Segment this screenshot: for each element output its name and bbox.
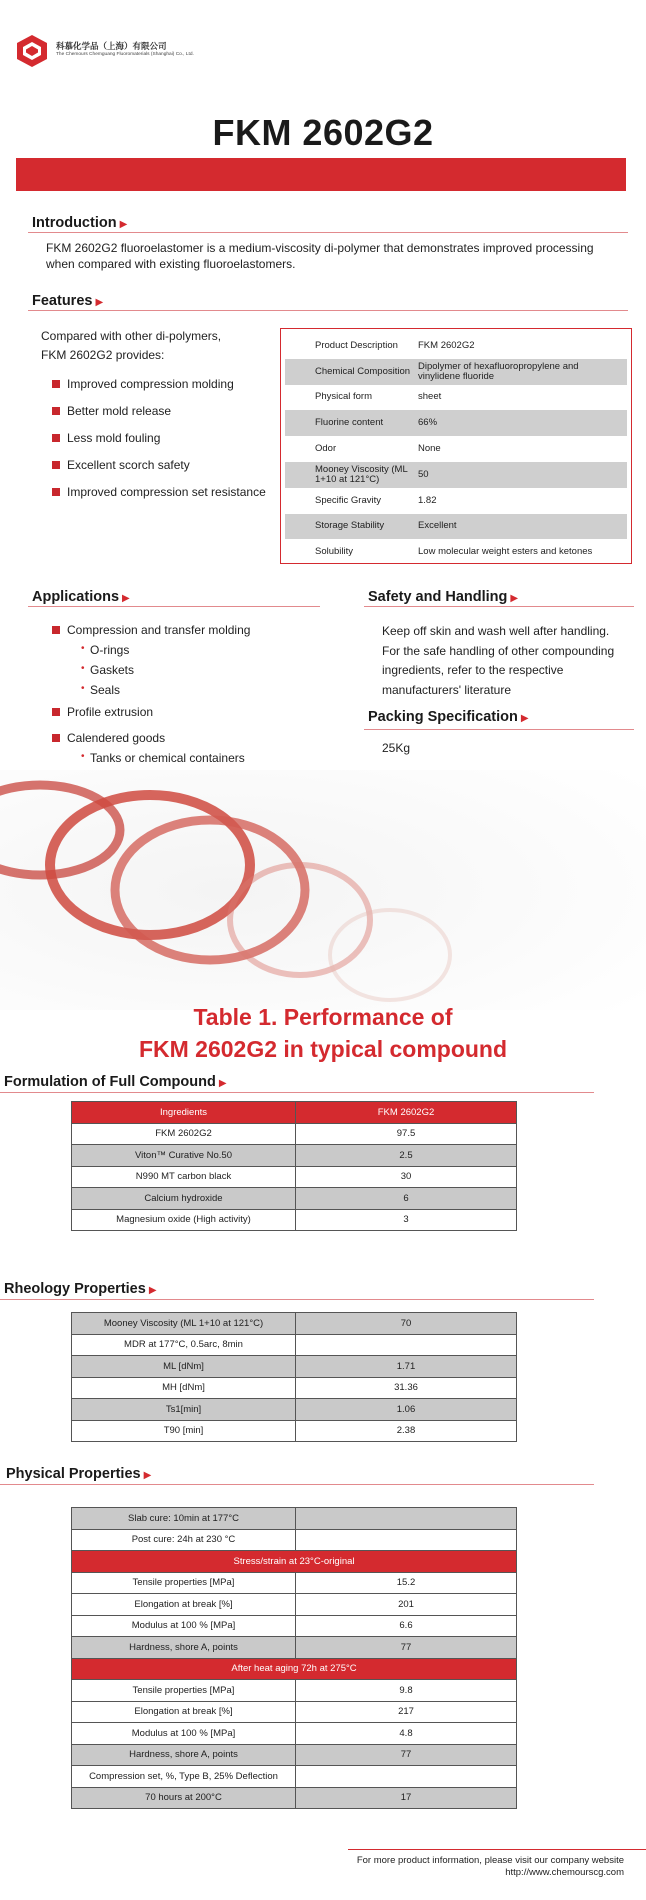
table-row: [285, 462, 627, 488]
application-subitem: • Gaskets: [90, 663, 134, 677]
section-heading-rheology: Rheology Properties ▶: [4, 1281, 157, 1297]
table-cell: 9.8: [296, 1680, 517, 1702]
table-cell: 2.5: [296, 1145, 517, 1167]
company-name-cn: 科慕化学品（上海）有限公司: [56, 41, 167, 51]
table-cell: 30: [296, 1166, 517, 1188]
table-cell: 77: [296, 1744, 517, 1766]
table1-title-line2: FKM 2602G2 in typical compound: [138, 1036, 508, 1062]
table-row: [285, 436, 627, 462]
property-value: Low molecular weight esters and ketones: [418, 546, 593, 558]
features-lead: [41, 327, 221, 365]
table-cell: 4.8: [296, 1723, 517, 1745]
section-heading-physical: Physical Properties ▶: [6, 1466, 152, 1482]
table-row: [72, 1313, 517, 1335]
table-row: [72, 1188, 517, 1210]
divider: [0, 1484, 594, 1485]
property-label: Chemical Composition: [315, 365, 411, 377]
o-rings-image: [0, 770, 646, 1010]
table-cell: [296, 1334, 517, 1356]
application-subitem: • Seals: [90, 683, 120, 697]
table-row: [72, 1701, 517, 1723]
intro-text: FKM 2602G2 fluoroelastomer is a medium-viscosity di-polymer that demonstrates improved processing when compared with existing fluoroelastomers.: [46, 241, 594, 271]
property-value: Dipolymer of hexafluoropropylene and vinylidene fluoride: [418, 360, 579, 382]
table-row: [72, 1334, 517, 1356]
footer: [357, 1855, 624, 1879]
property-value: 66%: [418, 417, 438, 429]
table-cell: ML [dNm]: [72, 1356, 296, 1378]
table-cell: 201: [296, 1594, 517, 1616]
table-cell: 97.5: [296, 1123, 517, 1145]
table-cell: Elongation at break [%]: [72, 1701, 296, 1723]
section-heading-safety: Safety and Handling ▶: [368, 589, 519, 605]
property-label: Specific Gravity: [315, 494, 381, 506]
table-cell: FKM 2602G2: [72, 1123, 296, 1145]
feature-item: Better mold release: [67, 404, 172, 418]
rheology-table: [71, 1312, 517, 1442]
arrow-icon: ▶: [218, 1078, 227, 1089]
property-label: Odor: [315, 443, 337, 455]
table-row: [285, 410, 627, 436]
feature-item: Improved compression molding: [67, 377, 234, 391]
table-band-row: [72, 1658, 517, 1680]
table-cell: 6.6: [296, 1615, 517, 1637]
table-row: [72, 1209, 517, 1231]
property-label: Mooney Viscosity (ML 1+10 at 121°C): [315, 463, 408, 485]
application-item: Compression and transfer molding: [67, 623, 251, 637]
table-cell: 6: [296, 1188, 517, 1210]
packing-value: 25Kg: [382, 741, 411, 755]
formulation-table: [71, 1101, 517, 1231]
table-row: [72, 1508, 517, 1530]
column-header: FKM 2602G2: [296, 1102, 517, 1124]
table-row: [72, 1356, 517, 1378]
safety-line: ingredients, refer to the respective: [382, 663, 564, 677]
property-label: Fluorine content: [315, 417, 384, 429]
application-subitem: • O-rings: [90, 643, 129, 657]
section-heading-applications: Applications ▶: [32, 589, 130, 605]
section-heading-features: Features ▶: [32, 293, 104, 309]
table-cell: Hardness, shore A, points: [72, 1637, 296, 1659]
divider: [0, 1092, 594, 1093]
table-row: [72, 1145, 517, 1167]
feature-item: Less mold fouling: [67, 431, 161, 445]
table-cell: Compression set, %, Type B, 25% Deflection: [72, 1766, 296, 1788]
property-value: None: [418, 443, 441, 455]
arrow-icon: ▶: [122, 593, 130, 604]
table-cell: [296, 1529, 517, 1551]
table-cell: 70: [296, 1313, 517, 1335]
property-value: 1.82: [418, 494, 437, 506]
table-row: [285, 488, 627, 514]
table-cell: T90 [min]: [72, 1420, 296, 1442]
property-label: Solubility: [315, 546, 354, 558]
features-lead-line: Compared with other di-polymers,: [41, 329, 222, 343]
divider: [28, 310, 628, 311]
table-cell: Post cure: 24h at 230 °C: [72, 1529, 296, 1551]
table-cell: MDR at 177°C, 0.5arc, 8min: [72, 1334, 296, 1356]
table-row: [72, 1399, 517, 1421]
table-cell: 1.71: [296, 1356, 517, 1378]
safety-text: [382, 622, 614, 700]
arrow-icon: ▶: [95, 297, 104, 308]
features-lead-line: FKM 2602G2 provides:: [41, 348, 165, 362]
table-row: [72, 1723, 517, 1745]
application-subitem: • Tanks or chemical containers: [90, 751, 245, 765]
feature-item: Improved compression set resistance: [67, 485, 266, 499]
divider: [28, 606, 320, 607]
safety-line: For the safe handling of other compounding: [382, 643, 615, 658]
table-cell: Mooney Viscosity (ML 1+10 at 121°C): [72, 1313, 296, 1335]
table-row: [72, 1166, 517, 1188]
divider: [0, 1299, 594, 1300]
page-title: FKM 2602G2: [212, 112, 434, 153]
property-value: 50: [418, 468, 429, 480]
table-cell: 17: [296, 1787, 517, 1809]
table-row: [285, 539, 627, 565]
divider: [364, 729, 634, 730]
footer-text: For more product information, please visit our company website: [356, 1855, 624, 1866]
table-cell: [296, 1766, 517, 1788]
table-row: [72, 1529, 517, 1551]
table-row: [72, 1637, 517, 1659]
table-cell: Ts1[min]: [72, 1399, 296, 1421]
company-logo: [14, 34, 50, 68]
physical-properties-table: [71, 1507, 517, 1809]
table-row: [72, 1572, 517, 1594]
feature-item: Excellent scorch safety: [67, 458, 190, 472]
table-cell: 77: [296, 1637, 517, 1659]
table-row: [72, 1787, 517, 1809]
property-label: Product Description: [315, 339, 398, 351]
table-cell: Magnesium oxide (High activity): [72, 1209, 296, 1231]
table-cell: 70 hours at 200°C: [72, 1787, 296, 1809]
arrow-icon: ▶: [119, 219, 128, 230]
table-header-row: [72, 1102, 517, 1124]
table-row: [285, 385, 627, 411]
arrow-icon: ▶: [520, 713, 529, 724]
safety-line: manufacturers' literature: [382, 682, 512, 697]
table-cell: 15.2: [296, 1572, 517, 1594]
table-cell: Elongation at break [%]: [72, 1594, 296, 1616]
property-value: sheet: [418, 391, 442, 403]
table1-title-line1: Table 1. Performance of: [193, 1004, 453, 1030]
property-value: Excellent: [418, 520, 457, 532]
application-item: Profile extrusion: [67, 705, 154, 719]
property-value: FKM 2602G2: [418, 339, 475, 351]
table-row: [285, 359, 627, 385]
table-cell: Viton™ Curative No.50: [72, 1145, 296, 1167]
table-cell: Tensile properties [MPa]: [72, 1572, 296, 1594]
table-row: [285, 514, 627, 540]
table-cell: 31.36: [296, 1377, 517, 1399]
table-cell: Slab cure: 10min at 177°C: [72, 1508, 296, 1530]
table-row: [72, 1680, 517, 1702]
table-band: Stress/strain at 23°C-original: [72, 1551, 517, 1573]
table-cell: Tensile properties [MPa]: [72, 1680, 296, 1702]
table-cell: 1.06: [296, 1399, 517, 1421]
title-banner: [16, 158, 626, 191]
application-item: Calendered goods: [67, 731, 166, 745]
arrow-icon: ▶: [148, 1285, 157, 1296]
table-band-row: [72, 1551, 517, 1573]
table-cell: [296, 1508, 517, 1530]
property-label: Storage Stability: [315, 520, 385, 532]
section-heading-introduction: Introduction ▶: [32, 215, 128, 231]
table-band: After heat aging 72h at 275°C: [72, 1658, 517, 1680]
table-cell: MH [dNm]: [72, 1377, 296, 1399]
property-label: Physical form: [315, 391, 373, 403]
table-cell: 3: [296, 1209, 517, 1231]
table-cell: Modulus at 100 % [MPa]: [72, 1615, 296, 1637]
table-cell: 2.38: [296, 1420, 517, 1442]
table-cell: Hardness, shore A, points: [72, 1744, 296, 1766]
table-cell: 217: [296, 1701, 517, 1723]
table-row: [72, 1615, 517, 1637]
company-name-en: The Chemours Chemguang Fluoromaterials (Shanghai) Co., Ltd.: [56, 52, 194, 57]
table-row: [285, 333, 627, 359]
table-cell: Calcium hydroxide: [72, 1188, 296, 1210]
section-heading-packing: Packing Specification ▶: [368, 709, 529, 725]
arrow-icon: ▶: [143, 1470, 152, 1481]
section-heading-formulation: Formulation of Full Compound ▶: [4, 1074, 227, 1090]
table-row: [72, 1594, 517, 1616]
arrow-icon: ▶: [510, 593, 519, 604]
divider: [364, 606, 634, 607]
table-cell: N990 MT carbon black: [72, 1166, 296, 1188]
table-row: [72, 1420, 517, 1442]
footer-divider: [348, 1849, 646, 1850]
table-cell: Modulus at 100 % [MPa]: [72, 1723, 296, 1745]
product-properties-table: [280, 328, 632, 564]
table-row: [72, 1377, 517, 1399]
table-row: [72, 1766, 517, 1788]
table-row: [72, 1123, 517, 1145]
column-header: Ingredients: [72, 1102, 296, 1124]
table-row: [72, 1744, 517, 1766]
divider: [28, 232, 628, 233]
safety-line: Keep off skin and wash well after handling.: [382, 624, 610, 638]
footer-website-link[interactable]: http://www.chemourscg.com: [505, 1867, 624, 1878]
